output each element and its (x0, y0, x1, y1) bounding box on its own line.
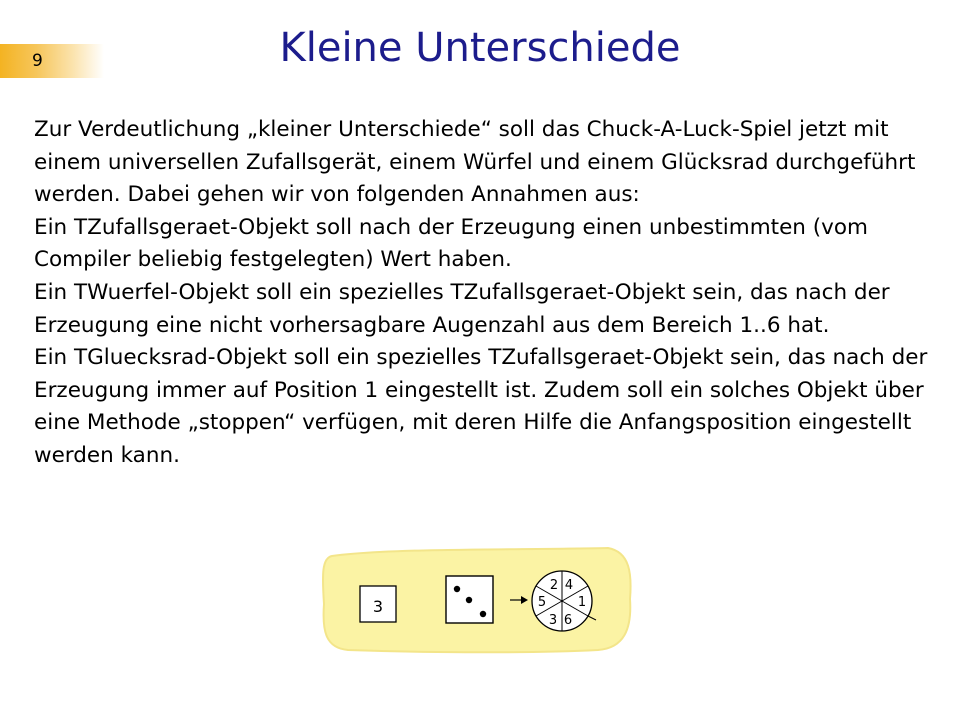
wheel-number: 1 (577, 595, 587, 610)
body-text (34, 114, 934, 473)
random-devices-svg (318, 544, 636, 656)
random-devices-figure (318, 544, 636, 656)
die-pip (454, 586, 460, 592)
wheel-number: 5 (537, 595, 547, 610)
slide-title: Kleine Unterschiede (279, 25, 681, 71)
wheel-number: 2 (549, 578, 559, 593)
wheel-number: 3 (548, 613, 558, 628)
random-device-value: 3 (372, 597, 384, 616)
paragraph-intro: Zur Verdeutlichung „kleiner Unterschiede“ soll das Chuck-A-Luck-Spiel jetzt mit einem universellen Zufallsgerät, einem Würfel und einem Glücksrad durchgeführt werden. Dabei gehen wir von folgenden Annahmen aus: (34, 117, 916, 208)
paragraph-gluecksrad: Ein TGluecksrad-Objekt soll ein spezielles TZufallsgeraet-Objekt sein, das nach der Erzeugung immer auf Position 1 eingestellt ist. Zudem soll ein solches Objekt über eine Methode „stoppen“ verfügen, mit deren Hilfe die Anfangsposition eingestellt werden kann. (34, 345, 928, 468)
wheel-number: 6 (563, 613, 573, 628)
die-pip (480, 611, 486, 617)
slide-number: 9 (32, 51, 43, 71)
paragraph-zufallsgeraet: Ein TZufallsgeraet-Objekt soll nach der Erzeugung einen unbestimmten (vom Compiler beliebig festgelegten) Wert haben. (34, 214, 868, 273)
die-pip (466, 597, 472, 603)
paragraph-wuerfel: Ein TWuerfel-Objekt soll ein spezielles TZufallsgeraet-Objekt sein, das nach der Erzeugung eine nicht vorhersagbare Augenzahl aus dem Bereich 1..6 hat. (34, 279, 890, 338)
wheel-number: 4 (564, 578, 574, 593)
